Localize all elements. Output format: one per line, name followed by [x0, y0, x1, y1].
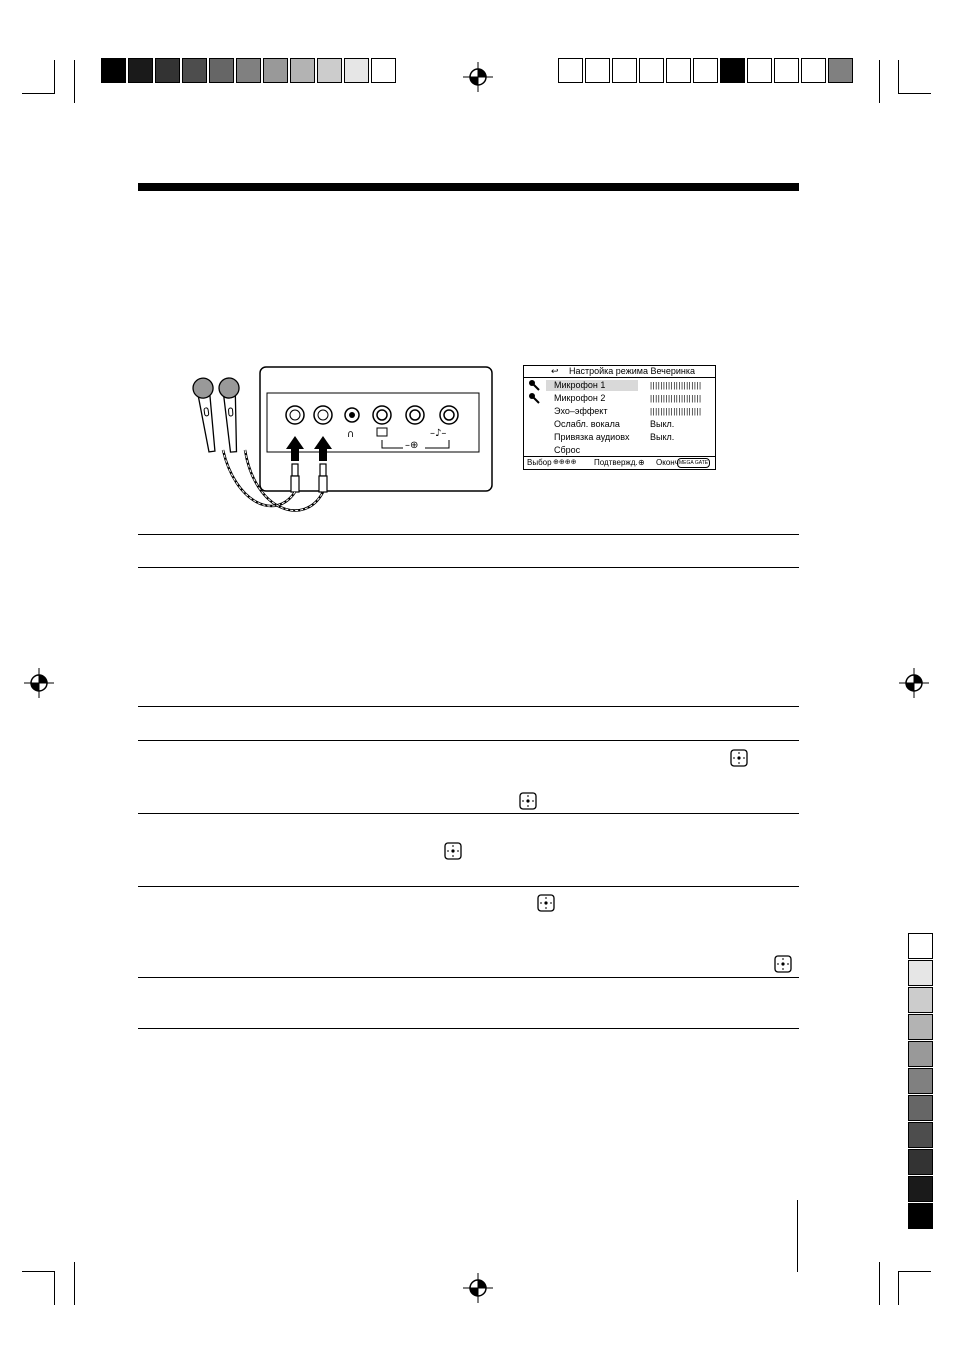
color-swatch: [155, 58, 180, 83]
color-swatch: [747, 58, 772, 83]
table-rule: [138, 740, 799, 741]
color-swatch: [371, 58, 396, 83]
connection-illustration: [185, 362, 500, 532]
color-swatch: [720, 58, 745, 83]
crop-mark: [54, 1271, 55, 1305]
color-swatch: [908, 1014, 933, 1040]
color-swatch: [908, 1095, 933, 1121]
osd-menu-item-value: Выкл.: [650, 419, 675, 429]
crop-mark: [898, 60, 899, 94]
crop-mark: [879, 60, 880, 103]
color-swatch: [101, 58, 126, 83]
color-swatch: [344, 58, 369, 83]
table-rule: [138, 534, 799, 535]
crop-mark: [74, 60, 75, 103]
color-swatch: [128, 58, 153, 83]
osd-menu-item-label: Привязка аудиовх: [554, 432, 630, 442]
crop-mark: [879, 1262, 880, 1305]
color-swatch: [828, 58, 853, 83]
osd-menu-item-value: ||||||||||||||||||||: [650, 381, 702, 390]
video-jack-icon: [373, 406, 391, 424]
osd-select-label: Выбор: [527, 458, 552, 467]
color-swatch: [236, 58, 261, 83]
color-swatch: [612, 58, 637, 83]
osd-menu-item-value: Выкл.: [650, 432, 675, 442]
microphone-2-icon: [218, 377, 243, 452]
ok-button-icon: [519, 792, 537, 810]
ok-button-icon: [537, 894, 555, 912]
registration-target-icon: [24, 668, 54, 698]
microphone-1-icon: [192, 377, 222, 453]
party-mode-menu: [523, 365, 716, 470]
table-rule: [138, 706, 799, 707]
crop-mark: [54, 60, 55, 94]
table-rule: [138, 1028, 799, 1029]
osd-menu-item-value: ||||||||||||||||||||: [650, 407, 702, 416]
color-swatch: [908, 1041, 933, 1067]
input-label: –⊕: [405, 440, 419, 451]
color-swatch: [693, 58, 718, 83]
audio-jack-right-icon: [440, 406, 458, 424]
color-swatch: [639, 58, 664, 83]
color-swatch: [908, 1122, 933, 1148]
color-swatch: [801, 58, 826, 83]
table-rule: [138, 567, 799, 568]
osd-confirm-label: Подтвержд.: [594, 458, 638, 467]
color-swatch: [908, 1176, 933, 1202]
crop-mark: [74, 1262, 75, 1305]
mega-gate-button: MEGA GATE: [679, 460, 709, 466]
color-swatch: [317, 58, 342, 83]
osd-menu-item-label: Микрофон 1: [554, 380, 606, 390]
mic-jack-2-icon: [314, 406, 332, 424]
osd-menu-item-label: Микрофон 2: [554, 393, 606, 403]
color-swatch: [290, 58, 315, 83]
crop-mark: [898, 93, 931, 94]
osd-menu-item-label: Сброс: [554, 445, 581, 455]
color-swatch: [585, 58, 610, 83]
color-swatch: [908, 987, 933, 1013]
color-swatch: [666, 58, 691, 83]
color-swatch: [908, 1203, 933, 1229]
crop-mark: [797, 1200, 798, 1272]
crop-mark: [22, 1271, 55, 1272]
mic-jack-1-icon: [286, 406, 304, 424]
audio-label: –♪–: [430, 428, 447, 439]
osd-menu-item-label: Эхо–эффект: [554, 406, 608, 416]
registration-target-icon: [463, 62, 493, 92]
table-rule: [138, 977, 799, 978]
color-swatch: [263, 58, 288, 83]
audio-jack-left-icon: [406, 406, 424, 424]
arrow-buttons-icon: ⊕⊕⊕⊕: [553, 459, 577, 466]
color-swatch: [774, 58, 799, 83]
registration-target-icon: [899, 668, 929, 698]
osd-title-bar: [524, 366, 715, 378]
osd-menu-item-label: Ослабл. вокала: [554, 419, 620, 429]
crop-mark: [898, 1271, 931, 1272]
crop-mark: [898, 1271, 899, 1305]
osd-end-label: Оконч: [656, 458, 679, 467]
microphone-icon: [528, 392, 540, 407]
table-rule: [138, 813, 799, 814]
return-arrow-icon: ↩: [551, 366, 559, 376]
headphone-jack-icon: [345, 408, 359, 422]
registration-target-icon: [463, 1273, 493, 1303]
color-swatch: [908, 933, 933, 959]
section-header-rule: [138, 183, 799, 191]
ok-button-icon: [774, 955, 792, 973]
ok-button-icon: ⊕: [638, 458, 645, 467]
table-rule: [138, 886, 799, 887]
headphones-symbol: ∩: [347, 429, 355, 440]
color-swatch: [908, 1149, 933, 1175]
color-swatch: [908, 1068, 933, 1094]
ok-button-icon: [730, 749, 748, 767]
osd-menu-item-value: ||||||||||||||||||||: [650, 394, 702, 403]
color-swatch: [558, 58, 583, 83]
color-swatch: [908, 960, 933, 986]
osd-footer: [524, 456, 715, 469]
color-swatch: [209, 58, 234, 83]
color-swatch: [182, 58, 207, 83]
osd-title: Настройка режима Вечеринка: [569, 366, 696, 376]
ok-button-icon: [444, 842, 462, 860]
crop-mark: [22, 93, 55, 94]
